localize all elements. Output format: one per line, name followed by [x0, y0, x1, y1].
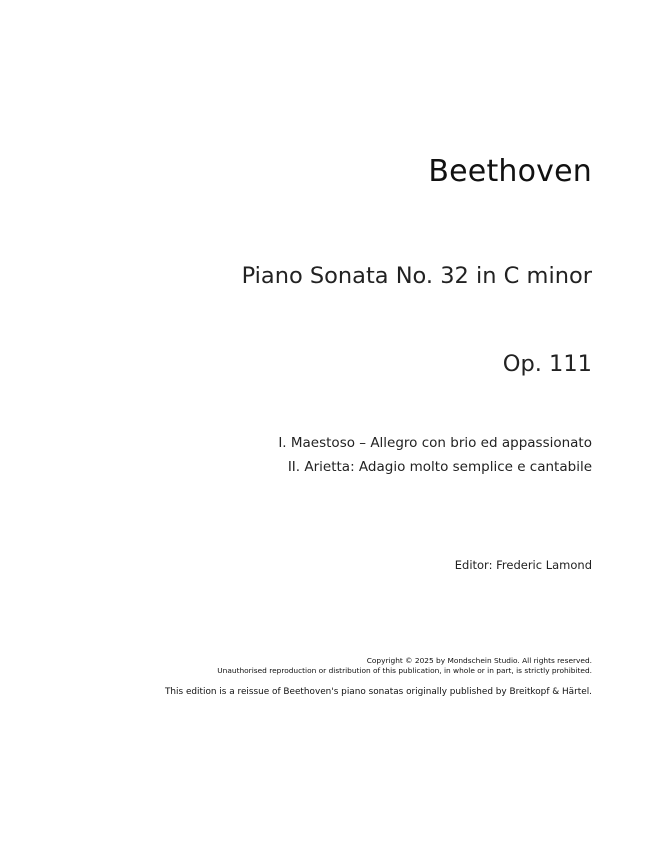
- reproduction-notice: Unauthorised reproduction or distribution of this publication, in whole or in part, is strictly prohibited.: [217, 666, 592, 675]
- copyright-line: Copyright © 2025 by Mondschein Studio. All rights reserved.: [366, 656, 592, 665]
- composer-name: Beethoven: [428, 154, 592, 189]
- reissue-note: This edition is a reissue of Beethoven's piano sonatas originally published by Breitkopf & Härtel.: [165, 687, 592, 697]
- work-title: Piano Sonata No. 32 in C minor: [241, 263, 592, 289]
- editor-credit: Editor: Frederic Lamond: [454, 558, 592, 572]
- movement-2: II. Arietta: Adagio molto semplice e cantabile: [287, 459, 592, 475]
- movement-1: I. Maestoso – Allegro con brio ed appassionato: [278, 435, 592, 451]
- opus-number: Op. 111: [502, 351, 592, 377]
